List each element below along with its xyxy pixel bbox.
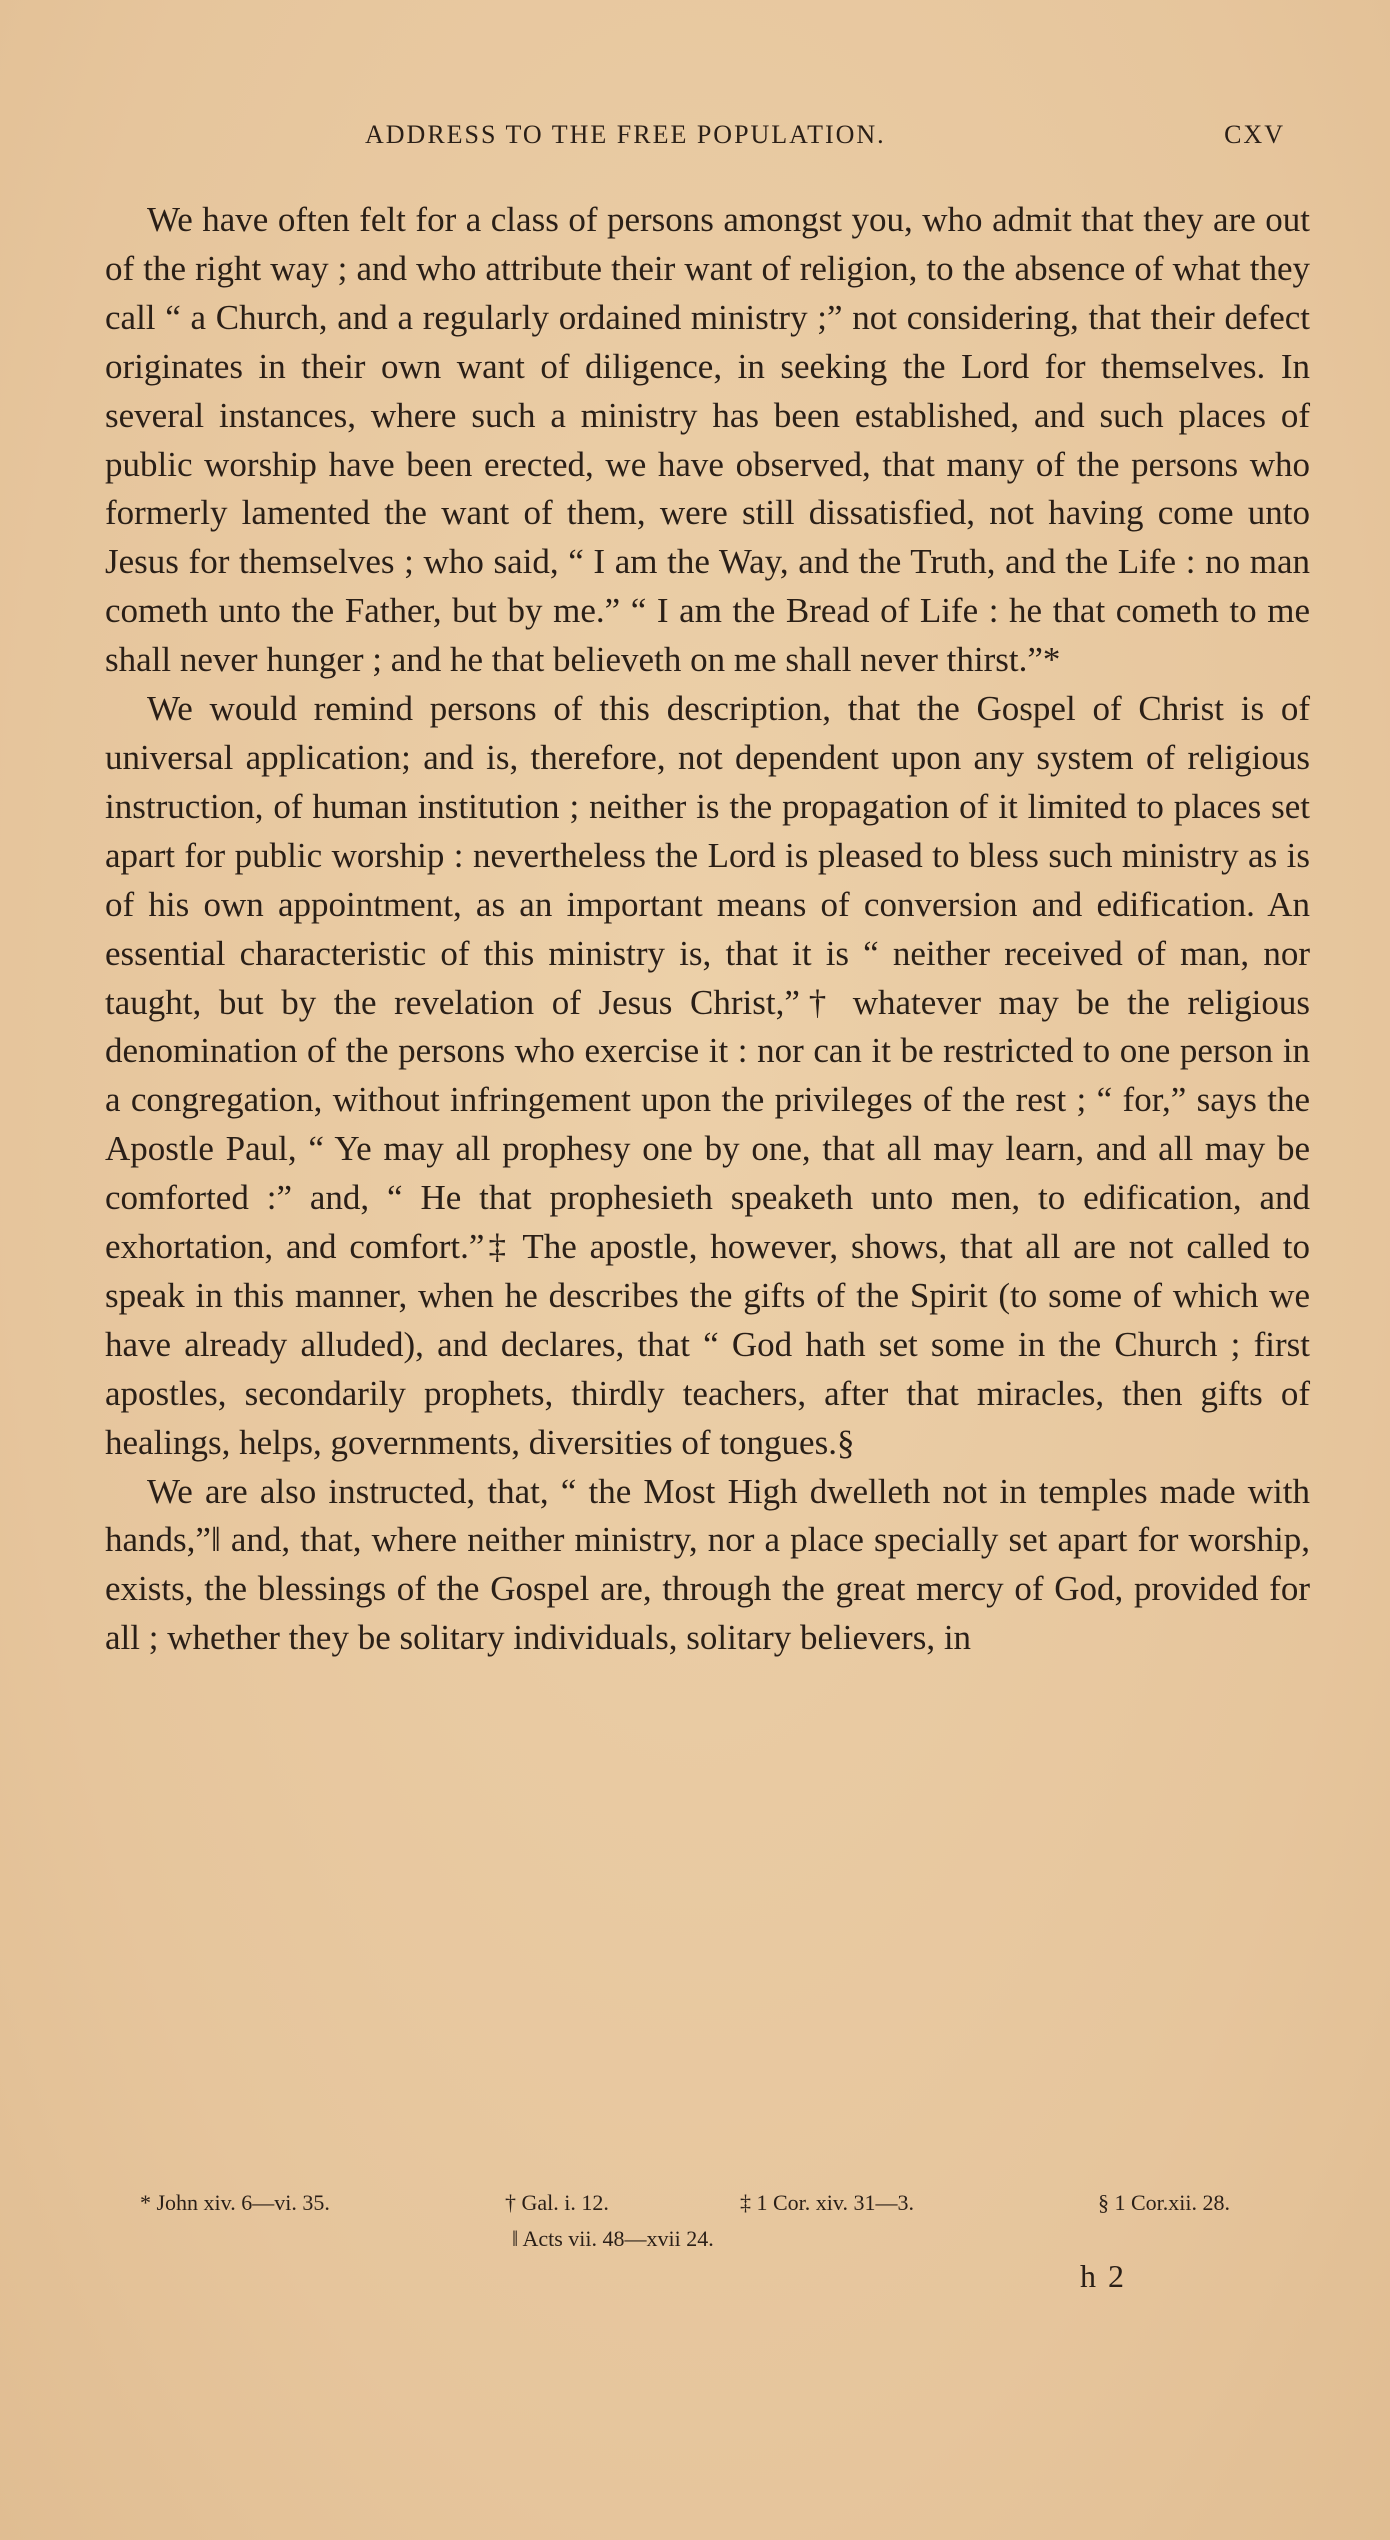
footnote: ‖ Acts vii. 48—xvii 24.: [512, 2226, 714, 2251]
paragraph: We have often felt for a class of persons amongst you, who admit that they are out of the right way ; and who attribute their want of religion, to the absence of what they call “ a Church, and a regularly ordained ministry ;” not considering, that their defect originates in their own want of diligence, in seeking the Lord for themselves. In several instances, where such a ministry has been established, and such places of public worship have been erected, we have observed, that many of the persons who formerly lamented the want of them, were still dissatisfied, not having come unto Jesus for themselves ; who said, “ I am the Way, and the Truth, and the Life : no man cometh unto the Father, but by me.” “ I am the Bread of Life : he that cometh to me shall never hunger ; and he that believeth on me shall never thirst.”*: [105, 200, 1310, 680]
paragraph: We would remind persons of this description, that the Gospel of Christ is of universal application; and is, therefore, not dependent upon any system of religious instruction, of human institution ; neither is the propagation of it limited to places set apart for public worship : nevertheless the Lord is pleased to bless such ministry as is of his own appointment, as an important means of conversion and edification. An essential characteristic of this ministry is, that it is “ neither received of man, nor taught, but by the revelation of Jesus Christ,”† whatever may be the religious denomination of the persons who exercise it : nor can it be restricted to one person in a congregation, without infringement upon the privileges of the rest ; “ for,” says the Apostle Paul, “ Ye may all prophesy one by one, that all may learn, and all may be comforted :” and, “ He that prophesieth speaketh unto men, to edification, and exhortation, and comfort.”‡ The apostle, however, shows, that all are not called to speak in this manner, when he describes the gifts of the Spirit (to some of which we have already alluded), and declares, that “ God hath set some in the Church ; first apostles, secondarily prophets, thirdly teachers, after that miracles, then gifts of healings, helps, governments, diversities of tongues.§: [105, 689, 1310, 1462]
running-header: [105, 120, 1285, 160]
page-number: CXV: [1224, 120, 1285, 149]
running-title: ADDRESS TO THE FREE POPULATION.: [365, 120, 886, 149]
footnotes: [140, 2185, 1290, 2257]
signature-mark: h 2: [1080, 2258, 1126, 2294]
footnote: ‡ 1 Cor. xiv. 31—3.: [740, 2190, 914, 2215]
footnote: * John xiv. 6—vi. 35.: [140, 2190, 330, 2215]
footnote: § 1 Cor.xii. 28.: [1098, 2190, 1231, 2215]
footnote: † Gal. i. 12.: [505, 2190, 609, 2215]
paragraph: We are also instructed, that, “ the Most High dwelleth not in temples made with hands,”‖ and, that, where neither ministry, nor a place specially set apart for worship, exists, the blessings of the Gospel are, through the great mercy of God, provided for all ; whether they be solitary individuals, solitary believers, in: [105, 1471, 1310, 1658]
main-text: [105, 196, 1310, 1663]
